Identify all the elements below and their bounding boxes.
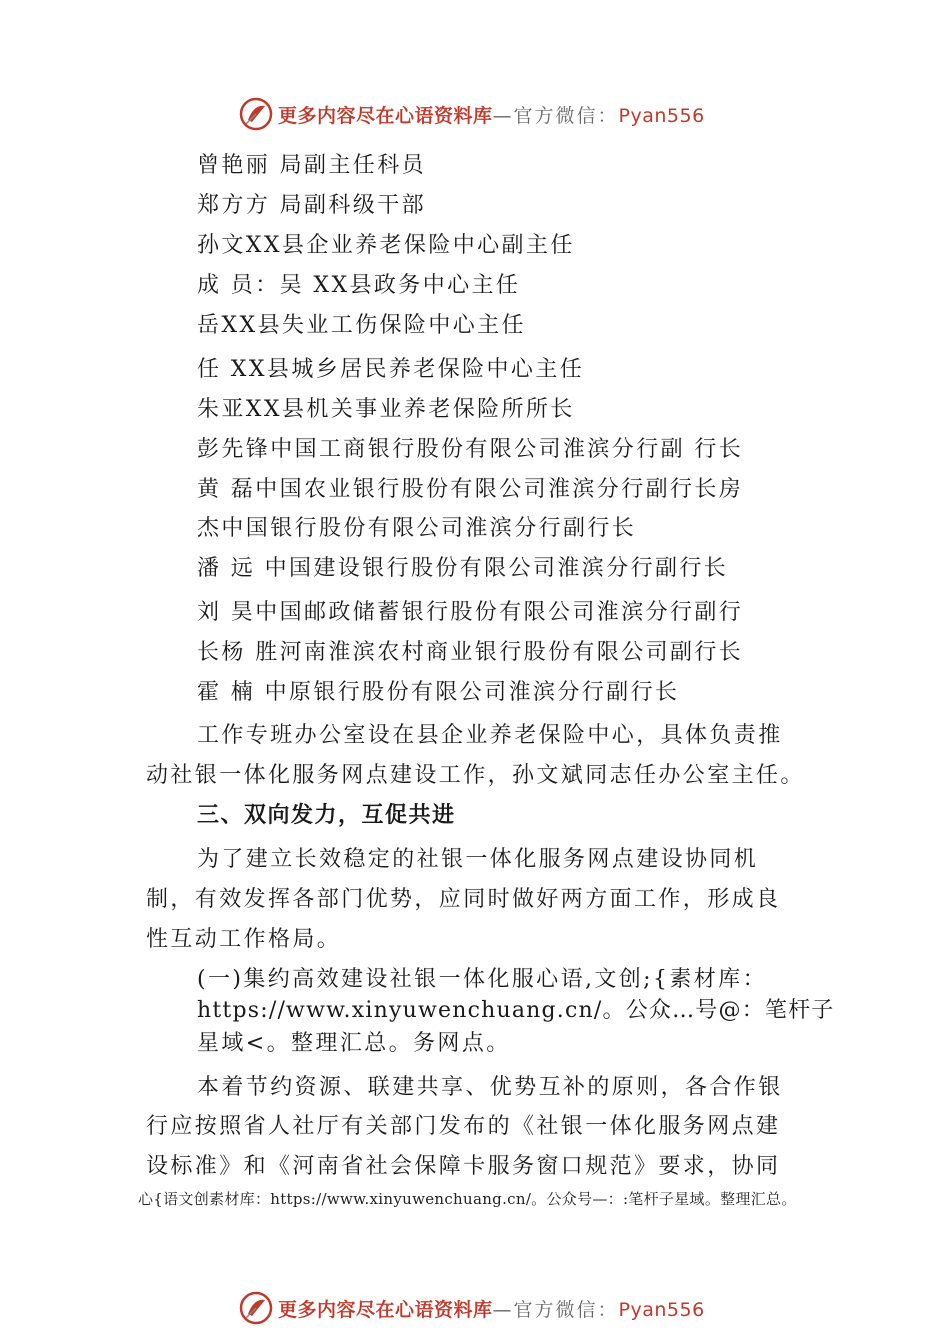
text-line: 霍 楠 中原银行股份有限公司淮滨分行副行长: [197, 680, 680, 705]
paragraph-line: 设标准》和《河南省社会保障卡服务窗口规范》要求，协同: [146, 1154, 781, 1179]
text-line: 任 XX县城乡居民养老保险中心主任: [197, 357, 585, 382]
paragraph-line: 性互动工作格局。: [146, 927, 342, 952]
banner-text: 更多内容尽在心语资料库—官方微信：Pyan556: [278, 1298, 705, 1321]
watermark-text: 心{语文创素材库：https://www.xinyuwenchuang.cn/。公众号—：:笔杆子星域。整理汇总。: [138, 1190, 797, 1208]
paragraph-line: 动社银一体化服务网点建设工作，孙文斌同志任办公室主任。: [146, 763, 805, 788]
section-heading: 三、双向发力，互促共进: [197, 803, 456, 828]
paragraph-line: 为了建立长效稳定的社银一体化服务网点建设协同机: [197, 847, 759, 872]
text-line: 刘 昊中国邮政储蓄银行股份有限公司淮滨分行副行: [197, 600, 744, 625]
paragraph-line: 工作专班办公室设在县企业养老保险中心，具体负责推: [197, 723, 783, 748]
paragraph-line: 本着节约资源、联建共享、优势互补的原则，各合作银: [197, 1075, 783, 1100]
subheading-line: 星域<。整理汇总。务网点。: [197, 1031, 511, 1056]
logo-icon: [238, 1290, 274, 1326]
footer-banner: [238, 1288, 758, 1328]
text-line: 黄 磊中国农业银行股份有限公司淮滨分行副行长房: [197, 477, 744, 502]
paragraph-line: 行应按照省人社厅有关部门发布的《社银一体化服务网点建: [146, 1114, 781, 1139]
subheading-line: (一)集约高效建设社银一体化服心语,文创;{素材库：: [197, 967, 767, 992]
text-line: 成 员：吴 XX县政务中心主任: [197, 273, 521, 298]
banner-text: 更多内容尽在心语资料库—官方微信：Pyan556: [278, 104, 705, 127]
text-line: 杰中国银行股份有限公司淮滨分行副行长: [197, 516, 637, 541]
header-banner: [238, 94, 758, 134]
text-line: 岳XX县失业工伤保险中心主任: [197, 313, 526, 338]
text-line: 孙文XX县企业养老保险中心副主任: [197, 233, 575, 258]
text-line: 郑方方 局副科级干部: [197, 193, 426, 218]
paragraph-line: 制，有效发挥各部门优势，应同时做好两方面工作，形成良: [146, 887, 781, 912]
text-line: 曾艳丽 局副主任科员: [197, 153, 426, 178]
text-line: 长杨 胜河南淮滨农村商业银行股份有限公司副行长: [197, 640, 744, 665]
logo-icon: [238, 96, 274, 132]
subheading-line: https://www.xinyuwenchuang.cn/。公众…号@：笔杆子: [197, 998, 835, 1023]
text-line: 朱亚XX县机关事业养老保险所所长: [197, 397, 575, 422]
text-line: 彭先锋中国工商银行股份有限公司淮滨分行副 行长: [197, 437, 744, 462]
text-line: 潘 远 中国建设银行股份有限公司淮滨分行副行长: [197, 556, 729, 581]
